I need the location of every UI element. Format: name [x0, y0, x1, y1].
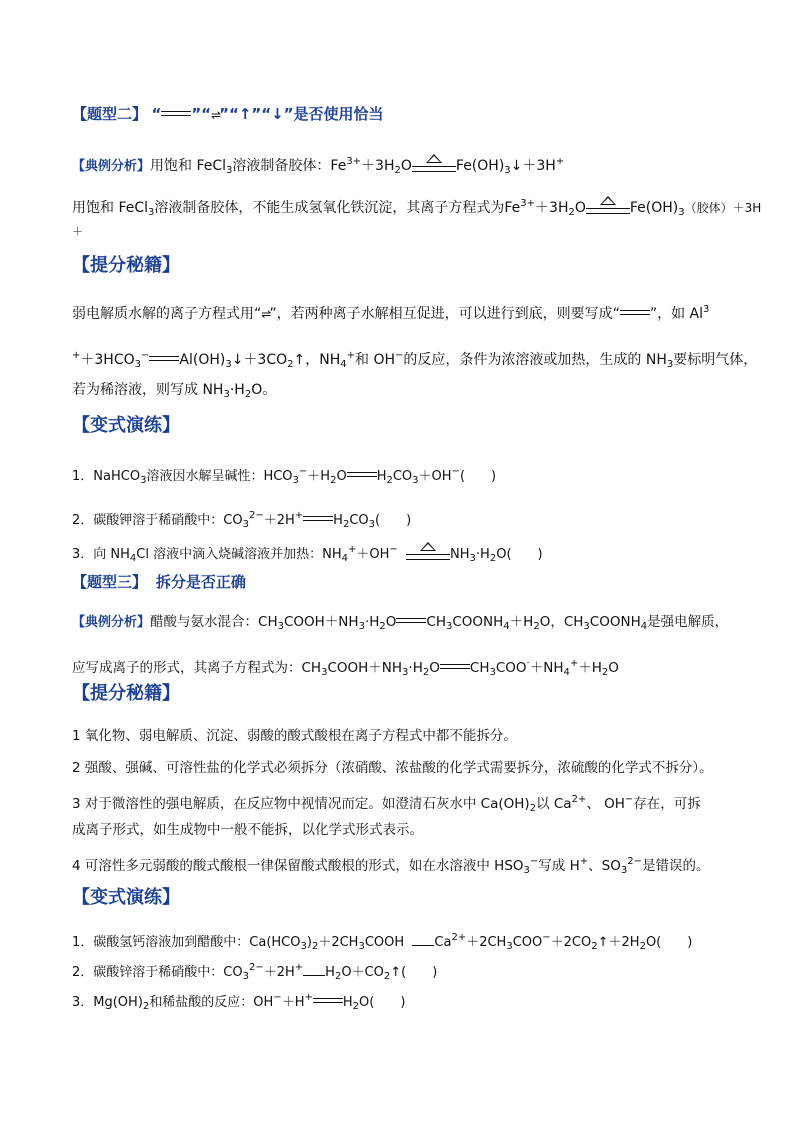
example2-tag: 【典例分析】: [72, 159, 151, 174]
answer-blank[interactable]: O( ): [359, 995, 406, 1010]
equals-sign: [347, 467, 377, 481]
answer-blank[interactable]: ( ): [375, 513, 412, 528]
heat-equals-icon: [406, 542, 450, 560]
reversible-arrow-icon: ⇌: [261, 307, 270, 321]
equals-sign: [161, 106, 191, 120]
type3-title: 拆分是否正确: [155, 573, 246, 591]
explain2-line: 用饱和 FeCl$_3$溶液制备胶体，不能生成氢氧化铁沉淀，其离子方程式为$Fe^{3+}+3H_2O$ $Fe(OH)_3$（胶体）＋3H: [72, 198, 762, 218]
practice2-q3: 3．$Mg(OH)_2$和稀盐酸的反应：OH−＋H+ $H_2O$( ): [72, 992, 406, 1012]
practice1-title: 【变式演练】: [72, 415, 180, 436]
answer-blank[interactable]: O( ): [645, 935, 693, 950]
tips2-point4: 4 可溶性多元弱酸的酸式酸根一律保留酸式酸根的形式，如在水溶液中 $HSO_3^-$写成 H+、$SO_3^{2-}$是错误的。: [72, 856, 710, 876]
practice1-q2: 2．碳酸钾溶于稀硝酸中：$CO_3^{2-}+2H^+$ $H_2CO_3$( ): [72, 510, 412, 530]
equals-sign: [149, 351, 179, 365]
type3-tag: 【题型三】: [72, 573, 148, 591]
tips2-point1: 1 氧化物、弱电解质、沉淀、弱酸的酸式酸根在离子方程式中都不能拆分。: [72, 728, 517, 744]
equals-sign: [620, 305, 650, 319]
equals-sign: [313, 993, 343, 1007]
type3-heading: [72, 572, 246, 593]
tips1-line3: 若为稀溶液，则写成 $NH_3\cdot H_2O$。: [72, 382, 277, 400]
equals-line: [412, 933, 434, 946]
tips1-title: 【提分秘籍】: [72, 255, 180, 276]
answer-blank[interactable]: ↑( ): [390, 965, 438, 980]
tips2-point3: 3 对于微溶性的强电解质，在反应物中视情况而定。如澄清石灰水中 $Ca(OH)_2$以 $Ca^{2+}$、 OH−存在，可拆: [72, 794, 701, 814]
practice2-title: 【变式演练】: [72, 887, 180, 908]
example2-line: 【典例分析】用饱和 FeCl$_3$溶液制备胶体：$Fe^{3+}+3H_2O$ $Fe(OH)_3↓+3H^+$: [72, 156, 565, 176]
equals-sign: [303, 511, 333, 525]
tips2-point2: 2 强酸、强碱、可溶性盐的化学式必须拆分（浓硝酸、浓盐酸的化学式需要拆分，浓硫酸的化学式不拆分）。: [72, 760, 713, 776]
equals-line: [303, 963, 325, 976]
practice2-q2: 2．碳酸锌溶于稀硝酸中：$CO_3^{2-}+2H^+$ $H_2O+CO_2↑$( ): [72, 962, 438, 982]
reversible-arrow-icon: ⇌: [211, 108, 220, 122]
practice1-q3: 3．向 $NH_4Cl$ 溶液中滴入烧碱溶液并加热：$NH_4^++OH^-$ $NH_3\cdot H_2O$( ): [72, 544, 543, 564]
heat-equals-icon: [586, 196, 630, 214]
type2-title-pre: “: [151, 105, 162, 123]
heat-equals-icon: [412, 154, 456, 172]
practice2-q1: 1．碳酸氢钙溶液加到醋酸中：$Ca(HCO_3)_2+2CH_3COOH$ $Ca^{2+}+2CH_3COO^-+2CO_2↑+2H_2O$( ): [72, 932, 693, 952]
equals-sign: [440, 659, 470, 673]
tips1-line1: 弱电解质水解的离子方程式用“⇌”，若两种离子水解相互促进，可以进行到底，则要写成“ ”，如 Al$^3$: [72, 304, 710, 322]
type2-heading: 【题型二】 “ ”“⇌”“↑”“↓”是否使用恰当: [72, 105, 384, 123]
tips1-line2: $^++3HCO_3^-$ $Al(OH)_3↓+3CO_2↑$，$NH_4^+$和 OH−的反应，条件为浓溶液或加热，生成的 $NH_3$要标明气体，: [72, 350, 758, 370]
answer-blank[interactable]: ( ): [459, 469, 497, 484]
explain2-cont: ＋: [72, 225, 83, 238]
tips2-title: 【提分秘籍】: [72, 683, 180, 704]
tips2-point3-cont: 成离子形式，如生成物中一般不能拆，以化学式形式表示。: [72, 822, 423, 838]
example3-line2: 应写成离子的形式，其离子方程式为：$CH_3COOH+NH_3\cdot H_2O$ $CH_3COO^\cdot+NH_4^++H_2O$: [72, 658, 619, 678]
equals-sign: [396, 613, 426, 627]
example3-tag: 【典例分析】: [72, 615, 151, 630]
type2-tag: 【题型二】: [72, 105, 148, 123]
example3-line1: 【典例分析】醋酸与氨水混合：$CH_3COOH+NH_3\cdot H_2O$ $CH_3COONH_4+H_2O$，$CH_3COONH_4$是强电解质，: [72, 614, 729, 632]
practice1-q1: 1．NaHCO$_3$溶液因水解呈碱性：$HCO_3^-+H_2O$ $H_2CO_3+OH^-$( ): [72, 466, 497, 486]
